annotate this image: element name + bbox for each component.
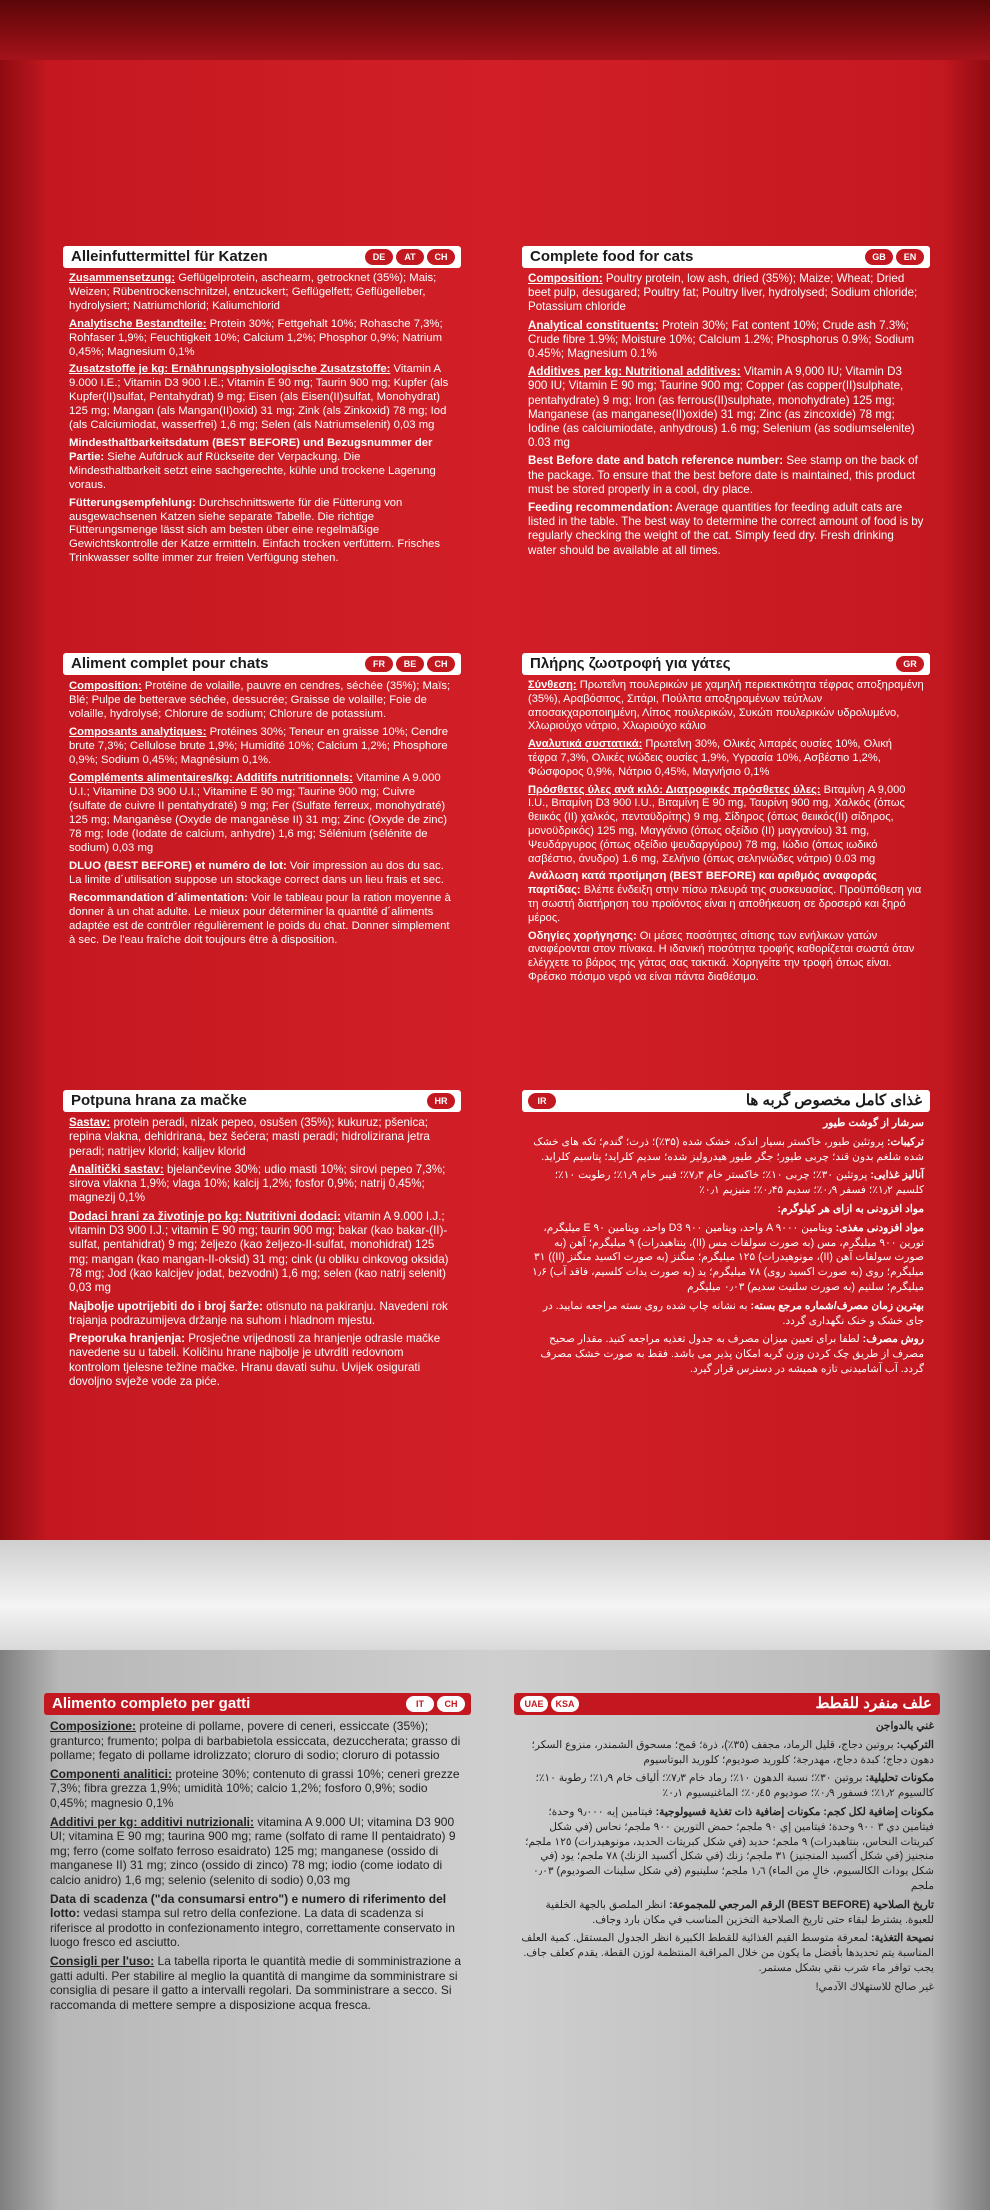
country-badge: UAE xyxy=(520,1696,548,1712)
panel-title xyxy=(522,653,930,675)
section xyxy=(69,891,455,947)
section-text: proteine di pollame, povere di ceneri, essiccate (35%); granturco; frumento; polpa di barbabietola essiccata, dezuccherata; grasso di pollame; fegato di pollame idrolizzato; cloruro di sodio; cloruro di potassio xyxy=(50,1719,461,1763)
section xyxy=(69,363,455,433)
section-text: Siehe Aufdruck auf Rückseite der Verpackung. Die Mindesthaltbarkeit setzt eine sachgerechte, kühle und trockene Lagerung voraus. xyxy=(69,450,436,491)
section xyxy=(69,679,455,721)
section xyxy=(69,437,455,493)
country-badge: AT xyxy=(396,249,424,265)
section xyxy=(50,1892,465,1950)
section xyxy=(528,319,924,362)
panel-title-text: Aliment complet pour chats xyxy=(71,655,269,672)
panel-title xyxy=(63,246,461,268)
panel-body xyxy=(522,1112,930,1377)
section-text: vitamina A 9.000 UI; vitamina D3 900 UI; vitamina E 90 mg; taurina 900 mg; rame (solfato di rame II pentaidrato) 9 mg; ferro (come solfato ferroso esaidrato) 125 mg; manganese (ossido di manganese II) 31 mg; zinco (ossido di zinco) 78 mg; iodio (come iodato di calcio anidro) 1,6 mg; selenio (selenito di sodio) 0,03 mg xyxy=(50,1814,456,1887)
section-label: DLUO (BEST BEFORE) et numéro de lot: xyxy=(69,860,287,872)
panel-title xyxy=(63,1090,461,1112)
section xyxy=(50,1954,465,2012)
panel-title-text: غذای کامل مخصوص گربه ها xyxy=(745,1092,922,1109)
country-badge: GR xyxy=(896,656,924,672)
section-label: Σύνθεση: xyxy=(528,679,577,691)
section xyxy=(528,1202,924,1217)
section-label: مواد افزودنی مغذی: xyxy=(835,1221,924,1234)
section-text: Protein 30%; Fat content 10%; Crude ash 7.3%; Crude fibre 1.9%; Moisture 10%; Calcium 1.2%; Phosphorus 0.9%; Sodium 0.45%; Magnesium 0.1% xyxy=(528,318,915,361)
section xyxy=(528,501,924,558)
country-badge: CH xyxy=(427,656,455,672)
section-label: روش مصرف: xyxy=(862,1333,924,1346)
country-badge: HR xyxy=(427,1093,455,1109)
section-text: Voir impression au dos du sac. La limite d´utilisation suppose un stockage correct dans un lieu frais et sec. xyxy=(69,860,444,886)
panel-body xyxy=(44,1715,471,2012)
section-label: Zusammensetzung: xyxy=(69,272,176,284)
section xyxy=(69,1332,455,1389)
section-label: Πρόσθετες ύλες ανά κιλό: Διατροφικές πρόσθετες ύλες: xyxy=(528,783,821,796)
panel-title-text: Alimento completo per gatti xyxy=(52,1695,251,1712)
section xyxy=(69,1300,455,1329)
country-badge: IR xyxy=(528,1093,556,1109)
section-text: Vitamine A 9.000 U.I.; Vitamine D3 900 U.I.; Vitamine E 90 mg; Taurine 900 mg; Cuivre (sulfate de cuivre II pentahydraté) 9 mg; Fer (Sulfate ferreux, monohydraté) 125 mg; Manganèse (Oxyde de manganèse II) 31 mg; Zinc (Oxyde de zinc) 78 mg; Iode (Iodate de calcium, anhydre) 1,6 mg; Sélénium (sélénite de sodium) 0,03 mg xyxy=(69,772,448,854)
panel-body xyxy=(63,675,461,947)
section-text: Prosječne vrijednosti za hranjenje odrasle mačke navedene su u tabeli. Količinu hrane najbolje je utvrditi redovnom kontrolom tjelesne težine mačke. Hranu davati suhu. Uvijek osigurati dovoljno svježe vode za piće. xyxy=(69,1332,441,1389)
section-text: Voir le tableau pour la ration moyenne à donner à un chat adulte. Le mieux pour déterminer la quantité d´aliments adaptée est de contrôler régulièrement le poids du chat. Donner simplement à sec. De l'eau fraîche doit toujours être à disposition. xyxy=(69,892,451,946)
section xyxy=(520,1805,934,1894)
panel-title xyxy=(522,1090,930,1112)
section xyxy=(528,1332,924,1376)
section-label: Componenti analitici: xyxy=(50,1766,173,1781)
section-label: Data di scadenza ("da consumarsi entro") e numero di riferimento del lotto: xyxy=(50,1891,447,1921)
section xyxy=(528,738,924,779)
bag-top-seam xyxy=(0,0,990,60)
section-label: Mindesthaltbarkeitsdatum (BEST BEFORE) und Bezugsnummer der Partie: xyxy=(69,436,433,463)
country-badge: KSA xyxy=(551,1696,579,1712)
section-label: Αναλυτικά συστατικά: xyxy=(528,738,643,751)
section-label: Fütterungsempfehlung: xyxy=(69,496,196,509)
section xyxy=(528,454,924,497)
section-text: به نشانه چاپ شده روی بسته مراجعه نمایید. در جای خشک و خنک نگهداری گردد. xyxy=(543,1299,924,1327)
section xyxy=(69,1210,455,1296)
section xyxy=(528,1168,924,1198)
section-label: بهترین زمان مصرف/شماره مرجع بسته: xyxy=(750,1299,924,1312)
section-label: Compléments alimentaires/kg: Additifs nutritionnels: xyxy=(69,772,353,784)
panel-title-text: Πλήρης ζωοτροφή για γάτες xyxy=(530,655,731,672)
section-label: Analytical constituents: xyxy=(528,318,659,332)
section xyxy=(528,930,924,985)
section-label: Composizione: xyxy=(50,1719,136,1733)
panel-gr xyxy=(522,653,930,1063)
section-text: لطفا برای تعیین میزان مصرف به جدول تغذیه مراجعه کنید. مقدار صحیح مصرف از طریق چک کردن وزن گربه امکان پذیر می باشد. فقط به صورت خشک مصرف گردد. آب آشامیدنی تازه همیشه در دسترس قرار گیرد. xyxy=(540,1333,924,1375)
section xyxy=(528,1299,924,1329)
section-text: Protéines 30%; Teneur en graisse 10%; Cendre brute 7,3%; Cellulose brute 1,9%; Humidité 10%; Calcium 1,2%; Phosphore 0,9%; Sodium 0,45%; Magnésium 0,1%. xyxy=(69,726,449,766)
country-badge: DE xyxy=(365,249,393,265)
panel-title-text: Complete food for cats xyxy=(530,248,694,265)
section-text: بروتين ٣٠٪؛ نسبة الدهون ١٠٪؛ رماد خام ٧٫٣٪؛ ألياف خام ١٫٩٪؛ رطوبة ١٠٪؛ كالسيوم ١٫٢٪؛ فسفور ٠٫٩٪؛ صوديوم ٠٫٤٥٪؛ الماغنيسيوم ٠٫١٪ xyxy=(535,1772,934,1800)
country-flags xyxy=(406,1696,465,1712)
country-flags xyxy=(520,1696,579,1712)
section-text: غير صالح للاستهلاك الآدمي! xyxy=(815,1980,934,1993)
section-text: Οι μέσες ποσότητες σίτισης των ενήλικων γατών αναφέρονται στον πίνακα. Η ιδανική ποσότητα τροφής καθορίζεται σωστά όταν ελέγχετε το βάρος της γάτας σας τακτικά. Χορηγείτε την τροφή όπως είναι. Φρέσκο πόσιμο νερό να είναι πάντα διαθέσιμο. xyxy=(528,929,915,983)
section-label: Recommandation d´alimentation: xyxy=(69,892,248,904)
panel-title xyxy=(63,653,461,675)
country-flags xyxy=(365,656,455,672)
section xyxy=(528,365,924,450)
section-text: See stamp on the back of the package. To ensure that the best before date is maintained, this product must be stored properly in a cool, dry place. xyxy=(528,454,918,496)
panel-fr xyxy=(63,653,461,1063)
section-text: فيتامين إيه ٩٫٠٠٠ وحدة؛ فيتامين دي ٣ ٩٠٠ وحدة؛ فيتامين إي ٩٠ ملجم؛ حمض التورين ٩٠٠ ملجم؛ نحاس (في شكل كبريتات النحاس، بنتاهيدرات) ٩ ملجم؛ حديد (في شكل كبريتات الحديد، مونوهيدرات) ١٢٥ ملجم؛ منجنيز (في شكل أكسيد المنجنيز) ٣١ ملجم؛ زنك (في شكل أكسيد الزنك) ٧٨ ملجم؛ يود (في شكل يودات الكالسيوم، خالٍ من الماء) ١٫٦ ملجم؛ سلينيوم (في شكل سلينات الصوديوم) ٠٫٠٣ ملجم xyxy=(525,1805,934,1892)
section xyxy=(528,679,924,734)
panel-en xyxy=(522,246,930,646)
section-text: Πρωτεΐνη 30%, Ολικές λιπαρές ουσίες 10%, Ολική τέφρα 7,3%, Ολικές ινώδεις ουσίες 1,9%, Υγρασία 10%, Ασβέστιο 1,2%, Φώσφορος 0,9%, Νάτριο 0,45%, Μαγνήσιο 0,1% xyxy=(528,738,892,778)
section-text: Protéine de volaille, pauvre en cendres, séchée (35%); Maïs; Blé; Pulpe de betterave séchée, dessucrée; Graisse de volaille; Foie de volaille, hydrolysé; Chlorure de sodium; Chlorure de potassium. xyxy=(69,680,451,720)
panel-ir xyxy=(522,1090,930,1520)
section xyxy=(69,1116,455,1159)
panel-body xyxy=(63,1112,461,1389)
section-label: ترکیبات: xyxy=(887,1135,924,1148)
section-text: Poultry protein, low ash, dried (35%); Maize; Wheat; Dried beet pulp, desugared; Poultry fat; Poultry liver, hydrolysed; Sodium chloride; Potassium chloride xyxy=(528,272,918,314)
country-flags xyxy=(528,1093,556,1109)
country-badge: GB xyxy=(865,249,893,265)
panel-it xyxy=(44,1693,471,2123)
section-text: La tabella riporta le quantità medie di somministrazione a gatti adulti. Per stabilire al meglio la quantità di mangime da somministrare si consiglia di pesare il gatto a intervalli regolari. Da somministrare a secco. Si raccomanda di mettere sempre a disposizione acqua fresca. xyxy=(50,1953,462,2012)
country-badge: EN xyxy=(896,249,924,265)
section xyxy=(520,1980,934,1995)
panel-body xyxy=(63,268,461,566)
section xyxy=(69,497,455,567)
section-label: مكونات تحليلية: xyxy=(865,1772,934,1785)
section xyxy=(50,1719,465,1763)
panel-title-text: Potpuna hrana za mačke xyxy=(71,1092,247,1109)
section-label: Best Before date and batch reference number: xyxy=(528,454,784,468)
section-label: Preporuka hranjenja: xyxy=(69,1332,185,1346)
panel-title xyxy=(514,1693,940,1715)
section-label: التركيب: xyxy=(896,1738,934,1751)
section-text: Durchschnittswerte für die Fütterung von ausgewachsenen Katzen siehe separate Tabelle. Die richtige Fütterungsmenge lässt sich am besten über eine regelmäßige Gewichtskontrolle der Katze ermitteln. Einfach trocken verfüttern. Frisches Trinkwasser sollte immer zur freien Verfügung stehen. xyxy=(69,496,441,565)
panel-title xyxy=(44,1693,471,1715)
section-text: bjelančevine 30%; udio masti 10%; sirovi pepeo 7,3%; sirova vlakna 1,9%; vlaga 10%; kalcij 1,2%; fosfor 0,9%; natrij 0,45%; magnezij 0,1% xyxy=(69,1162,446,1205)
bag-white-band xyxy=(0,1540,990,1650)
section xyxy=(520,1719,934,1734)
section-text: protein peradi, nizak pepeo, osušen (35%); kukuruz; pšenica; repina vlakna, dehidrirana, bez šećera; masti peradi; hidrolizirana jetra peradi; natrijev klorid; kalijev klorid xyxy=(69,1116,430,1158)
panel-title xyxy=(522,246,930,268)
section-label: Composition: xyxy=(528,272,603,285)
section-label: Sastav: xyxy=(69,1116,111,1129)
section-text: vitamin A 9.000 I.J.; vitamin D3 900 I.J.; vitamin E 90 mg; taurin 900 mg; bakar (kao bakar-(II)-sulfat, pentahidrat) 9 mg; željezo (kao željezo-II-sulfat, monohidrat) 125 mg; mangan (kao mangan-II-oksid) 31 mg; cink (u obliku cinkovog oksida) 78 mg; Jod (kao kalcijev jodat, bezvodni) 1,6 mg; selen (kao natrij selenit) 0,03 mg xyxy=(69,1209,449,1295)
section xyxy=(69,859,455,887)
country-badge: IT xyxy=(406,1696,434,1712)
section xyxy=(520,1931,934,1975)
panel-hr xyxy=(63,1090,461,1520)
section-text: vedasi stampa sul retro della confezione. La data di scadenza si riferisce al prodotto in confezionamento integro, correttamente conservato in luogo fresco ed asciutto. xyxy=(50,1906,455,1950)
section-label: Najbolje upotrijebiti do i broj šarže: xyxy=(69,1299,263,1313)
section-text: پروتئین ۳۰٪؛ چربی ۱۰٪؛ خاکستر خام ۷٫۳٪؛ فیبر خام ۱٫۹٪؛ رطوبت ۱۰٪؛ کلسیم ۱٫۲٪؛ فسفر ۰٫۹٪؛ سدیم ۰٫۴۵٪؛ منیزیم ۰٫۱٪ xyxy=(554,1169,924,1197)
section-text: Vitamin A 9.000 I.E.; Vitamin D3 900 I.E.; Vitamin E 90 mg; Taurin 900 mg; Kupfer (als Kupfer(II)sulfat, Pentahydrat) 9 mg; Eisen (als Eisen(II)sulfat, Monohydrat) 125 mg; Mangan (als Mangan(II)oxid) 31 mg; Zink (als Zinkoxid) 78 mg; Iod (als Calciumiodat, wasserfrei) 1,6 mg; Selen (als Natriumselenit) 0,03 mg xyxy=(69,363,449,432)
section xyxy=(528,784,924,867)
section-label: Dodaci hrani za životinje po kg: Nutritivni dodaci: xyxy=(69,1209,341,1223)
section-label: مكونات إضافية لكل كجم: مكونات إضافية ذات تغذية فسيولوجية: xyxy=(655,1805,934,1818)
country-badge: CH xyxy=(427,249,455,265)
section xyxy=(520,1738,934,1768)
section-label: Composition: xyxy=(69,680,142,692)
country-flags xyxy=(427,1093,455,1109)
section xyxy=(69,1163,455,1206)
section-text: Βλέπε ένδειξη στην πίσω πλευρά της συσκευασίας. Προϋπόθεση για τη σωστή διατήρηση του προϊόντος είναι η αποθήκευση σε δροσερό και ξηρό μέρος. xyxy=(528,884,922,924)
section-label: Composants analytiques: xyxy=(69,726,207,738)
section-text: Βιταμίνη A 9,000 I.U., Βιταμίνη D3 900 I.U., Βιταμίνη E 90 mg, Ταυρίνη 900 mg, Χαλκός (όπως θειικός (II) χαλκός, πενταϋδρίτης) 9 mg, Σίδηρος (όπως θειικός(II) σίδηρος, μονοϋδρικός) 125 mg, Μαγγάνιο (όπως οξείδιο (II) μαγγανίου) 31 mg, Ψευδάργυρος (όπως οξείδιο ψευδαργύρου) 78 mg, Ιώδιο (όπως ιωδικό ασβέστιο, άνυδρο) 1.6 mg, Σελήνιο (όπως σεληνιώδες νάτριο) 0.03 mg xyxy=(528,783,906,865)
panel-body xyxy=(522,268,930,558)
section-text: ویتامین A ۹۰۰۰ واحد، ویتامین D3 ۹۰۰ واحد، ویتامین E ۹۰ میلیگرم، تورین ۹۰۰ میلیگرم، مس (به صورت سولفات مس (II)، پنتاهیدرات) ۹ میلیگرم؛ آهن (به صورت سولفات آهن (II)، مونوهیدرات) ۱۲۵ میلیگرم؛ منگنز (به صورت اکسید منگنز (II)) ۳۱ میلیگرم؛ روی (به صورت اکسید روی) ۷۸ میلیگرم؛ ید (به صورت یدات کلسیم، فاقد آب) ۱٫۶ میلیگرم؛ سلنیم (به صورت سلنیت سدیم) ۰٫۰۳ میلیگرم xyxy=(532,1221,924,1293)
section xyxy=(69,771,455,855)
section-text: Πρωτεΐνη πουλερικών με χαμηλή περιεκτικότητα τέφρας αποξηραμένη (35%), Αραβόσιτος, Σιτάρι, Πούλπα αποξηραμένων τεύτλων αποσακχαροποιημένη, Λίπος πουλερικών, Συκώτι πουλερικών υδρολυμένο, Χλωριούχο νάτριο, Χλωριούχο κάλιο xyxy=(528,679,924,733)
panel-body xyxy=(522,675,930,985)
section xyxy=(520,1771,934,1801)
section-label: مواد افزودنی به ازای هر کیلوگرم: xyxy=(777,1202,924,1215)
country-badge: FR xyxy=(365,656,393,672)
country-flags xyxy=(365,249,455,265)
section-text: otisnuto na pakiranju. Navedeni rok trajanja podrazumijeva držanje na suhom i hladnom mjestu. xyxy=(69,1299,448,1327)
section-text: بروتين دجاج، قليل الرماد، مجفف (٣٥٪)، ذرة؛ قمح؛ مسحوق الشمندر، منزوع السكر؛ دهون دجاج؛ كبدة دجاج، مهدرجة؛ كلوريد صوديوم؛ كلوريد البوتاسيوم xyxy=(531,1738,934,1766)
section-text: Protein 30%; Fettgehalt 10%; Rohasche 7,3%; Rohfaser 1,9%; Feuchtigkeit 10%; Calcium 1,2%; Phosphor 0,9%; Natrium 0,45%; Magnesium 0,1% xyxy=(69,317,443,358)
section-label: Zusatzstoffe je kg: Ernährungsphysiologische Zusatzstoffe: xyxy=(69,363,391,376)
section-label: Additivi per kg: additivi nutrizionali: xyxy=(50,1814,255,1829)
panel-ksa-uae xyxy=(514,1693,940,2123)
section-label: نصيحة التغذية: xyxy=(871,1932,934,1945)
section-text: Average quantities for feeding adult cats are listed in the table. The best way to determine the correct amount of food is by regularly checking the weight of the cat. Simply feed dry. Fresh drinking water should be available at all times. xyxy=(528,501,924,557)
section-label: Ανάλωση κατά προτίμηση (BEST BEFORE) και αριθμός αναφοράς παρτίδας: xyxy=(528,870,877,897)
section xyxy=(69,318,455,360)
panel-title-text: علف منفرد للقطط xyxy=(815,1695,932,1712)
section-text: Geflügelprotein, aschearm, getrocknet (35%); Mais; Weizen; Rübentrockenschnitzel, entzuckert; Geflügelfett; Geflügelleber, hydrolysiert; Natriumchlorid; Kaliumchlorid xyxy=(69,272,437,312)
country-badge: CH xyxy=(437,1696,465,1712)
section-label: Additives per kg: Nutritional additives: xyxy=(528,365,741,379)
section-label: سرشار از گوشت طیور xyxy=(823,1117,924,1129)
section xyxy=(528,272,924,315)
section-text: Vitamin A 9,000 IU; Vitamin D3 900 IU; Vitamin E 90 mg; Taurine 900 mg; Copper (as copper(II)sulphate, pentahydrate) 9 mg; Iron (as ferrous(II)sulphate, monohydrate) 125 mg; Manganese (as manganese(II)oxide) 31 mg; Zinc (as zincoxide) 78 mg; Iodine (as calciumiodate, anhydrous) 1.6 mg; Selenium (as sodiumselenite) 0.03 mg xyxy=(528,365,915,450)
section-text: proteine 30%; contenuto di grassi 10%; ceneri grezze 7,3%; fibra grezza 1,9%; umidità 10%; calcio 1,2%; fosforo 0,9%; sodio 0,45%; magnesio 0,1% xyxy=(50,1766,460,1810)
country-flags xyxy=(896,656,924,672)
section xyxy=(520,1898,934,1928)
country-badge: BE xyxy=(396,656,424,672)
section xyxy=(528,1116,924,1131)
section-text: لمعرفة متوسط القيم الغذائية للقطط الكبيرة انظر الجدول المستقل. كمية العلف المناسبة يتم تحديدها بأفضل ما يكون من خلال المراقبة المنتظمة لوزن القطة. يقدم كعلف جاف. يجب توافر ماء شرب نقي بشكل مستمر. xyxy=(521,1932,934,1974)
panel-title-text: Alleinfuttermittel für Katzen xyxy=(71,248,268,265)
section-label: Οδηγίες χορήγησης: xyxy=(528,929,637,942)
section-label: Analytische Bestandteile: xyxy=(69,317,207,330)
section xyxy=(50,1815,465,1888)
section-label: Feeding recommendation: xyxy=(528,501,673,515)
section-label: Analitički sastav: xyxy=(69,1162,164,1176)
section-label: آنالیز غذایی: xyxy=(870,1169,924,1182)
section xyxy=(50,1767,465,1811)
section xyxy=(528,870,924,925)
panel-body xyxy=(514,1715,940,1995)
section-label: تاريخ الصلاحية (BEST BEFORE) الرقم المرجعي للمجموعة: xyxy=(669,1898,934,1911)
section-text: انظر الملصق بالجهة الخلفية للعبوة. يشترط لبقاء حتى تاريخ الصلاحية التخزين المناسب في مكان بارد وجاف. xyxy=(545,1898,934,1926)
section-label: Consigli per l'uso: xyxy=(50,1953,155,1968)
section xyxy=(528,1135,924,1165)
panel-de xyxy=(63,246,461,646)
country-flags xyxy=(865,249,924,265)
section xyxy=(69,272,455,314)
section-label: غني بالدواجن xyxy=(875,1720,934,1732)
section xyxy=(69,725,455,767)
section xyxy=(528,1221,924,1295)
section-text: پروتئین طیور، خاکستر بسیار اندک، خشک شده (۳۵٪)؛ ذرت؛ گندم؛ تکه های خشک شده شلغم بدون قند؛ چربی طیور؛ جگر طیور هیدرولیز شده؛ سدیم کلراید؛ پتاسیم کلراید. xyxy=(533,1135,924,1163)
